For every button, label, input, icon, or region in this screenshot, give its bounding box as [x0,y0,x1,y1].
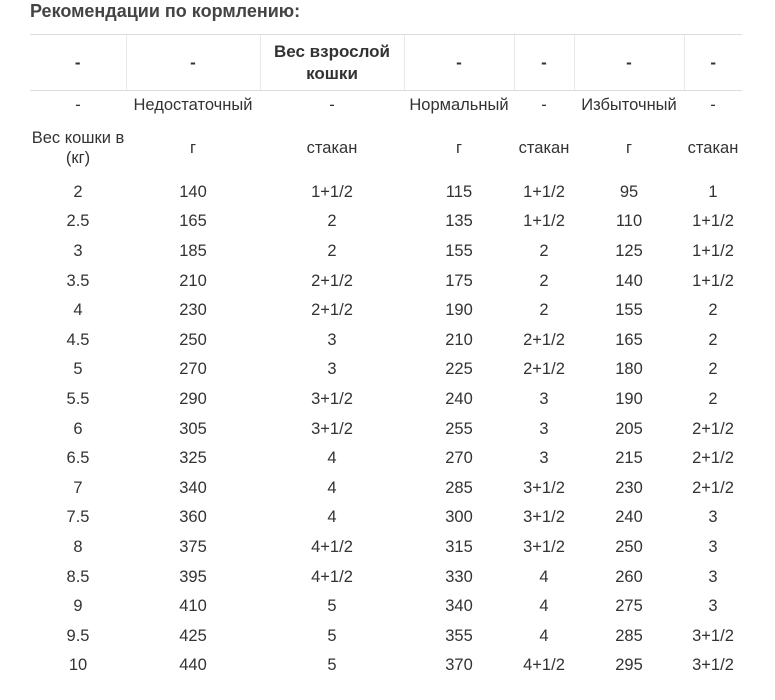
table-cell: 250 [179,330,207,349]
header-cell: - [126,35,260,91]
table-cell: 115 [445,182,473,201]
table-row [30,384,742,414]
table-cell: 2+1/2 [311,301,353,320]
table-cell: 155 [615,301,643,320]
table-cell: 395 [179,567,207,586]
table-cell: 370 [445,656,473,675]
table-cell: 2 [539,301,549,320]
table-cell: 3 [539,449,549,468]
table-cell: 110 [615,212,643,231]
units-cell: г [455,139,463,157]
table-cell: 165 [615,330,643,349]
table-cell: 295 [615,656,643,675]
table-cell: 3+1/2 [523,508,565,527]
table-cell: 95 [619,182,639,201]
table-cell: 3 [539,389,549,408]
table-cell: 4 [73,301,83,320]
table-cell: 2 [708,360,718,379]
subheader-cell-underweight: Недостаточный [133,96,253,114]
table-cell: 225 [445,360,473,379]
table-cell: 230 [615,478,643,497]
header-row [30,35,742,91]
table-cell: 1+1/2 [692,271,734,290]
table-cell: 140 [615,271,643,290]
table-cell: 4+1/2 [311,537,353,556]
table-cell: 325 [179,449,207,468]
table-row [30,621,742,651]
table-row [30,177,742,207]
table-cell: 2 [708,330,718,349]
table-cell: 135 [445,212,473,231]
table-cell: 255 [445,419,473,438]
table-cell: 425 [179,626,207,645]
table-cell: 6 [73,419,83,438]
table-row [30,236,742,266]
table-cell: 2 [708,301,718,320]
table-row [30,532,742,562]
table-cell: 210 [445,330,473,349]
header-cell: - [404,35,514,91]
table-cell: 180 [615,360,643,379]
table-cell: 3.5 [66,271,90,290]
units-cell: г [189,139,197,157]
header-cell: - [514,35,574,91]
table-cell: 3 [708,567,718,586]
table-cell: 5 [73,360,83,379]
units-cell: г [625,139,633,157]
table-cell: 375 [179,537,207,556]
table-cell: 5.5 [66,389,90,408]
header-cell: - [574,35,684,91]
feeding-table [30,34,742,680]
table-cell: 4 [539,626,549,645]
table-row [30,473,742,503]
table-cell: 1+1/2 [523,182,565,201]
table-cell: 2 [708,389,718,408]
table-cell: 3+1/2 [692,656,734,675]
table-cell: 300 [445,508,473,527]
table-cell: 2+1/2 [692,419,734,438]
subheader-cell: - [541,96,547,114]
units-cell: стакан [306,139,358,157]
table-cell: 4 [327,508,337,527]
table-cell: 2 [73,182,83,201]
table-cell: 185 [179,241,207,260]
table-row [30,562,742,592]
table-cell: 305 [179,419,207,438]
table-row [30,591,742,621]
table-cell: 290 [179,389,207,408]
table-cell: 2 [539,241,549,260]
table-row [30,414,742,444]
table-cell: 285 [445,478,473,497]
table-cell: 330 [445,567,473,586]
units-row [30,119,742,177]
table-row [30,295,742,325]
table-cell: 4 [327,449,337,468]
table-cell: 175 [445,271,473,290]
table-cell: 275 [615,597,643,616]
header-cell-adult-weight: Вес взрослой кошки [260,35,404,91]
table-cell: 1+1/2 [692,241,734,260]
units-cell: стакан [687,139,739,157]
table-cell: 5 [327,626,337,645]
table-cell: 315 [445,537,473,556]
table-cell: 250 [615,537,643,556]
table-row [30,503,742,533]
table-cell: 2+1/2 [692,449,734,468]
table-cell: 190 [615,389,643,408]
table-cell: 4+1/2 [523,656,565,675]
page-title: Рекомендации по кормлению: [30,1,301,21]
table-cell: 3+1/2 [311,419,353,438]
table-cell: 190 [445,301,473,320]
table-cell: 215 [615,449,643,468]
table-cell: 355 [445,626,473,645]
table-cell: 2+1/2 [692,478,734,497]
table-cell: 2 [327,241,337,260]
table-cell: 240 [445,389,473,408]
table-cell: 270 [445,449,473,468]
table-cell: 3 [327,330,337,349]
table-row [30,266,742,296]
table-cell: 4 [327,478,337,497]
subheader-cell-normal: Нормальный [409,96,509,114]
table-cell: 285 [615,626,643,645]
table-cell: 360 [179,508,207,527]
subheader-cell: - [710,96,716,114]
table-cell: 3+1/2 [523,537,565,556]
table-cell: 6.5 [66,449,90,468]
table-cell: 3 [539,419,549,438]
table-cell: 7 [73,478,83,497]
table-cell: 2 [539,271,549,290]
table-cell: 240 [615,508,643,527]
table-cell: 205 [615,419,643,438]
subheader-cell: - [75,96,81,114]
subheader-row [30,91,742,120]
table-cell: 9 [73,597,83,616]
table-cell: 5 [327,597,337,616]
table-cell: 440 [179,656,207,675]
table-cell: 3 [327,360,337,379]
table-row [30,651,742,681]
table-cell: 2+1/2 [311,271,353,290]
table-cell: 340 [179,478,207,497]
table-cell: 230 [179,301,207,320]
units-cell: стакан [518,139,570,157]
header-cell: - [684,35,742,91]
header-cell: - [30,35,126,91]
table-cell: 7.5 [66,508,90,527]
table-row [30,355,742,385]
table-cell: 155 [445,241,473,260]
table-cell: 260 [615,567,643,586]
table-cell: 8 [73,537,83,556]
table-cell: 1+1/2 [692,212,734,231]
subheader-cell-overweight: Избыточный [581,96,677,114]
table-cell: 3+1/2 [523,478,565,497]
table-cell: 3 [73,241,83,260]
table-cell: 9.5 [66,626,90,645]
table-cell: 1 [708,182,718,201]
table-cell: 3 [708,537,718,556]
table-cell: 4+1/2 [311,567,353,586]
table-cell: 210 [179,271,207,290]
table-cell: 4.5 [66,330,90,349]
table-row [30,325,742,355]
table-cell: 165 [179,212,207,231]
table-cell: 5 [327,656,337,675]
table-cell: 1+1/2 [523,212,565,231]
subheader-cell: - [329,96,335,114]
table-cell: 3 [708,597,718,616]
table-cell: 3+1/2 [311,389,353,408]
table-cell: 140 [179,182,207,201]
table-cell: 2+1/2 [523,360,565,379]
table-cell: 270 [179,360,207,379]
table-cell: 1+1/2 [311,182,353,201]
table-cell: 2.5 [66,212,90,231]
table-cell: 10 [68,656,88,675]
table-row [30,207,742,237]
table-cell: 340 [445,597,473,616]
table-cell: 8.5 [66,567,90,586]
table-cell: 2 [327,212,337,231]
table-cell: 4 [539,597,549,616]
table-cell: 125 [615,241,643,260]
table-cell: 4 [539,567,549,586]
table-cell: 3 [708,508,718,527]
units-cell-cat-weight: Вес кошки в (кг) [31,129,125,167]
table-cell: 2+1/2 [523,330,565,349]
table-row [30,443,742,473]
table-cell: 3+1/2 [692,626,734,645]
table-cell: 410 [179,597,207,616]
